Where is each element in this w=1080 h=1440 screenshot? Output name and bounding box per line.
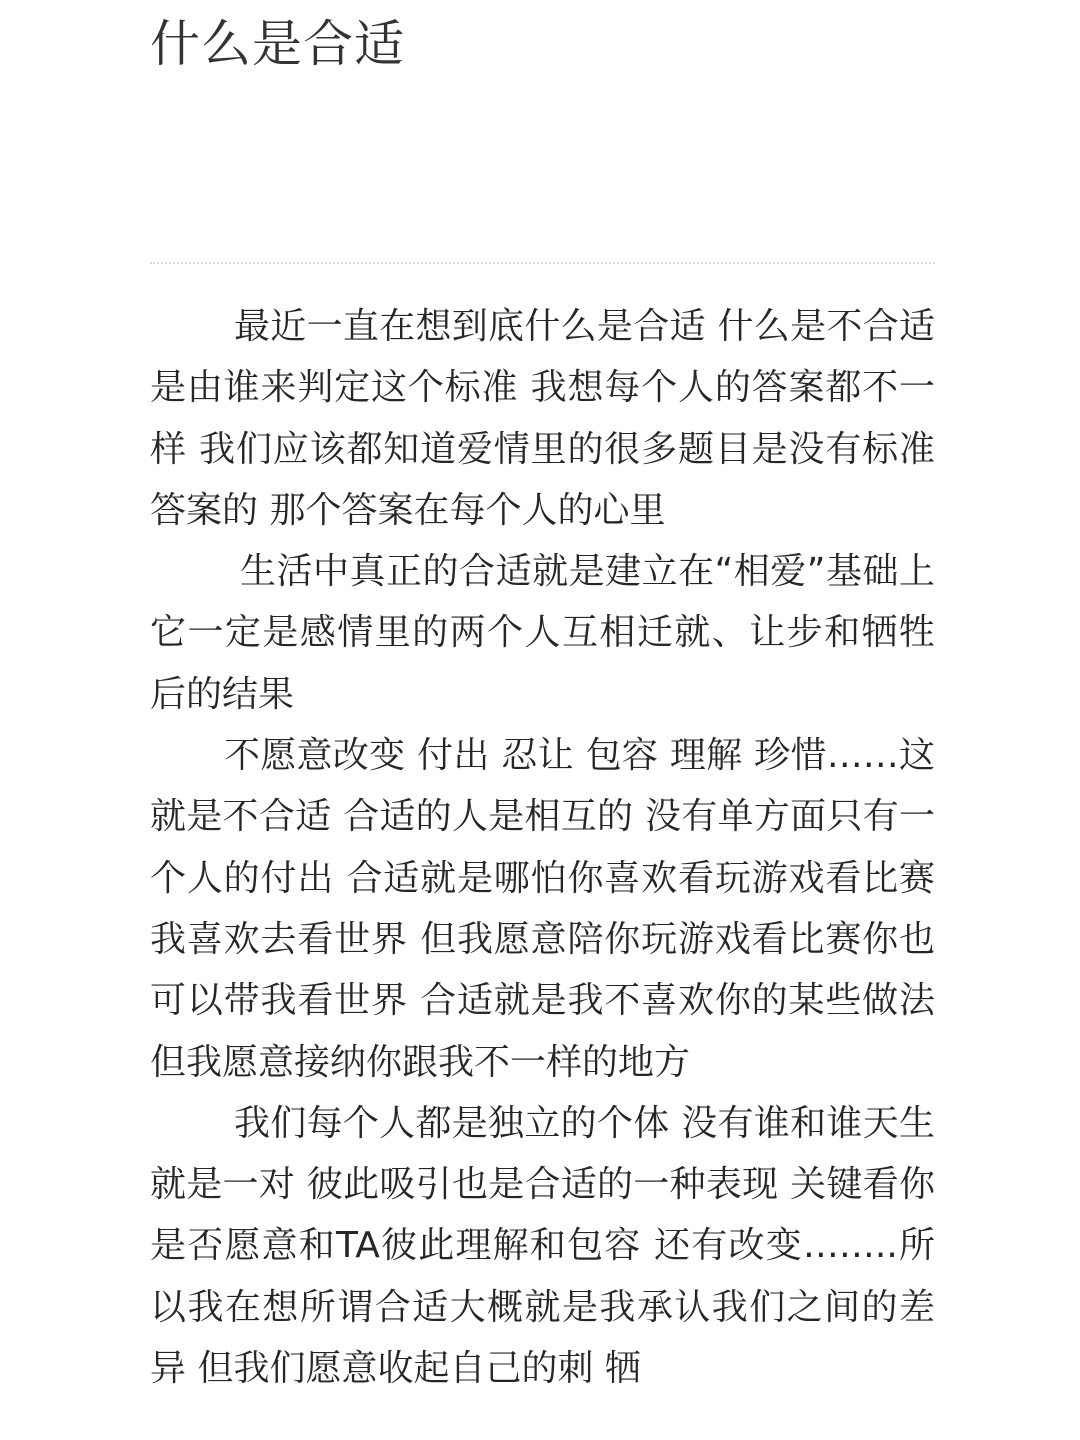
article-page <box>150 0 935 1440</box>
paragraph-1: 最近一直在想到底什么是合适 什么是不合适 是由谁来判定这个标准 我想每个人的答案都不一样 我们应该都知道爱情里的很多题目是没有标准答案的 那个答案在每个人的心里 <box>150 306 935 531</box>
title-divider <box>150 262 935 264</box>
paragraph-2: 生活中真正的合适就是建立在“相爱”基础上 它一定是感情里的两个人互相迁就、让步和牺牲后的结果 <box>150 551 935 715</box>
article-title: 什么是合适 <box>150 15 405 73</box>
article-body <box>150 296 935 1399</box>
paragraph-3: 不愿意改变 付出 忍让 包容 理解 珍惜……这就是不合适 合适的人是相互的 没有单方面只有一个人的付出 合适就是哪怕你喜欢看玩游戏看比赛我喜欢去看世界 但我愿意陪你玩游戏看比赛你也可以带我看世界 合适就是我不喜欢你的某些做法 但我愿意接纳你跟我不一样的地方 <box>150 735 935 1083</box>
paragraph-4: 我们每个人都是独立的个体 没有谁和谁天生就是一对 彼此吸引也是合适的一种表现 关键看你是否愿意和TA彼此理解和包容 还有改变……..所以我在想所谓合适大概就是我承认我们之间的差异 但我们愿意收起自己的刺 牺 <box>150 1102 935 1390</box>
